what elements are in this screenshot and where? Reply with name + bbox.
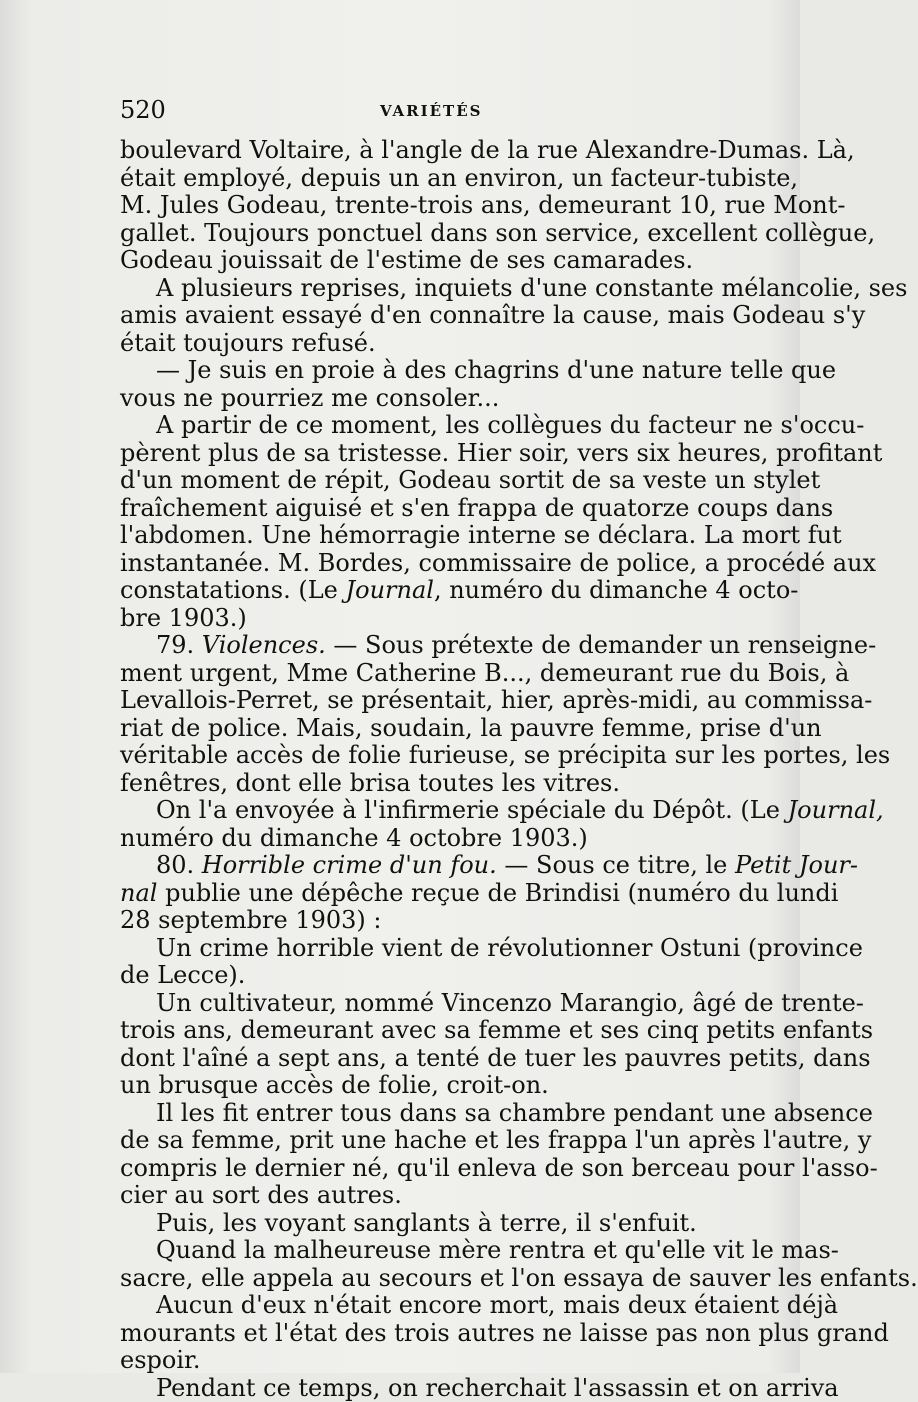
text-span: Pendant ce temps, on recherchait l'assassin et on arriva (156, 1374, 839, 1402)
text-line (120, 1347, 756, 1375)
text-span: l'abdomen. Une hémorragie interne se déclara. La mort fut (120, 521, 842, 549)
text-span: véritable accès de folie furieuse, se précipita sur les portes, les (120, 741, 890, 769)
text-line (120, 852, 756, 880)
text-span: Godeau jouissait de l'estime de ses camarades. (120, 246, 693, 274)
italic-text: Journal, (788, 796, 884, 824)
text-line (120, 1045, 756, 1073)
text-span: cier au sort des autres. (120, 1181, 402, 1209)
text-line (120, 192, 756, 220)
text-line (120, 660, 756, 688)
text-span: Levallois-Perret, se présentait, hier, après-midi, au commissa- (120, 686, 872, 714)
text-span: Un cultivateur, nommé Vincenzo Marangio, âgé de trente- (156, 989, 864, 1017)
italic-text: Violences. (202, 631, 326, 659)
text-line (120, 632, 756, 660)
text-span: sacre, elle appela au secours et l'on essaya de sauver les enfants. (120, 1264, 918, 1292)
text-line (120, 825, 756, 853)
text-span: 28 septembre 1903) : (120, 906, 381, 934)
text-span: Quand la malheureuse mère rentra et qu'elle vit le mas- (156, 1236, 839, 1264)
text-line (120, 962, 756, 990)
text-line (120, 220, 756, 248)
text-span: un brusque accès de folie, croit-on. (120, 1071, 549, 1099)
text-span: 80. (156, 851, 202, 879)
text-line (120, 605, 756, 633)
italic-text: Petit Jour- (735, 851, 858, 879)
text-span: compris le dernier né, qu'il enleva de son berceau pour l'asso- (120, 1154, 878, 1182)
text-span: , numéro du dimanche 4 octo- (434, 576, 798, 604)
text-span: publie une dépêche reçue de Brindisi (numéro du lundi (157, 879, 838, 907)
text-line (120, 522, 756, 550)
text-span: pèrent plus de sa tristesse. Hier soir, vers six heures, profitant (120, 439, 882, 467)
page-header (120, 96, 760, 126)
text-span: Puis, les voyant sanglants à terre, il s'enfuit. (156, 1209, 697, 1237)
text-line (120, 357, 756, 385)
text-line (120, 247, 756, 275)
text-line (120, 440, 756, 468)
text-line (120, 1182, 756, 1210)
text-span: trois ans, demeurant avec sa femme et ses cinq petits enfants (120, 1016, 873, 1044)
text-line (120, 990, 756, 1018)
text-span: riat de police. Mais, soudain, la pauvre femme, prise d'un (120, 714, 822, 742)
text-line (120, 687, 756, 715)
text-line (120, 275, 756, 303)
text-span: 79. (156, 631, 202, 659)
text-line (120, 715, 756, 743)
text-line (120, 577, 756, 605)
text-span: amis avaient essayé d'en connaître la cause, mais Godeau s'y (120, 301, 865, 329)
text-span: M. Jules Godeau, trente-trois ans, demeurant 10, rue Mont- (120, 191, 846, 219)
text-line (120, 1100, 756, 1128)
text-line (120, 1127, 756, 1155)
text-span: bre 1903.) (120, 604, 247, 632)
text-span: On l'a envoyée à l'infirmerie spéciale du Dépôt. (Le (156, 796, 788, 824)
text-line (120, 1017, 756, 1045)
text-line (120, 137, 756, 165)
text-line (120, 495, 756, 523)
text-line (120, 165, 756, 193)
text-line (120, 1375, 756, 1402)
text-line (120, 302, 756, 330)
text-span: numéro du dimanche 4 octobre 1903.) (120, 824, 588, 852)
italic-text: Journal (346, 576, 434, 604)
text-line (120, 467, 756, 495)
text-span: était toujours refusé. (120, 329, 376, 357)
text-span: de Lecce). (120, 961, 245, 989)
text-span: de sa femme, prit une hache et les frappa l'un après l'autre, y (120, 1126, 871, 1154)
text-span: espoir. (120, 1346, 200, 1374)
running-title: VARIÉTÉS (380, 102, 482, 120)
text-line (120, 935, 756, 963)
text-span: Il les fit entrer tous dans sa chambre pendant une absence (156, 1099, 873, 1127)
text-line (120, 330, 756, 358)
text-span: — Sous ce titre, le (497, 851, 735, 879)
text-line (120, 1265, 756, 1293)
body-text (120, 137, 756, 1402)
text-span: boulevard Voltaire, à l'angle de la rue Alexandre-Dumas. Là, (120, 136, 855, 164)
text-span: fraîchement aiguisé et s'en frappa de quatorze coups dans (120, 494, 833, 522)
text-span: vous ne pourriez me consoler... (120, 384, 499, 412)
text-span: mourants et l'état des trois autres ne laisse pas non plus grand (120, 1319, 889, 1347)
text-span: — Je suis en proie à des chagrins d'une nature telle que (156, 356, 836, 384)
text-line (120, 385, 756, 413)
text-span: gallet. Toujours ponctuel dans son service, excellent collègue, (120, 219, 875, 247)
text-line (120, 1292, 756, 1320)
text-line (120, 1237, 756, 1265)
text-span: ment urgent, Mme Catherine B..., demeurant rue du Bois, à (120, 659, 849, 687)
text-span: d'un moment de répit, Godeau sortit de sa veste un stylet (120, 466, 820, 494)
text-span: A partir de ce moment, les collègues du facteur ne s'occu- (156, 411, 864, 439)
text-span: fenêtres, dont elle brisa toutes les vitres. (120, 769, 620, 797)
text-line (120, 1210, 756, 1238)
page-number: 520 (120, 96, 166, 124)
text-span: était employé, depuis un an environ, un facteur-tubiste, (120, 164, 798, 192)
text-span: — Sous prétexte de demander un renseigne- (326, 631, 876, 659)
text-line (120, 770, 756, 798)
text-span: dont l'aîné a sept ans, a tenté de tuer les pauvres petits, dans (120, 1044, 871, 1072)
text-span: A plusieurs reprises, inquiets d'une constante mélancolie, ses (156, 274, 907, 302)
text-span: Aucun d'eux n'était encore mort, mais deux étaient déjà (156, 1291, 838, 1319)
italic-text: Horrible crime d'un fou. (202, 851, 497, 879)
text-line (120, 1072, 756, 1100)
text-line (120, 880, 756, 908)
text-span: constatations. (Le (120, 576, 346, 604)
text-line (120, 907, 756, 935)
text-span: Un crime horrible vient de révolutionner Ostuni (province (156, 934, 863, 962)
text-line (120, 1155, 756, 1183)
text-line (120, 412, 756, 440)
text-line (120, 1320, 756, 1348)
text-line (120, 742, 756, 770)
text-span: instantanée. M. Bordes, commissaire de police, a procédé aux (120, 549, 876, 577)
text-line (120, 797, 756, 825)
italic-text: nal (120, 879, 157, 907)
text-line (120, 550, 756, 578)
